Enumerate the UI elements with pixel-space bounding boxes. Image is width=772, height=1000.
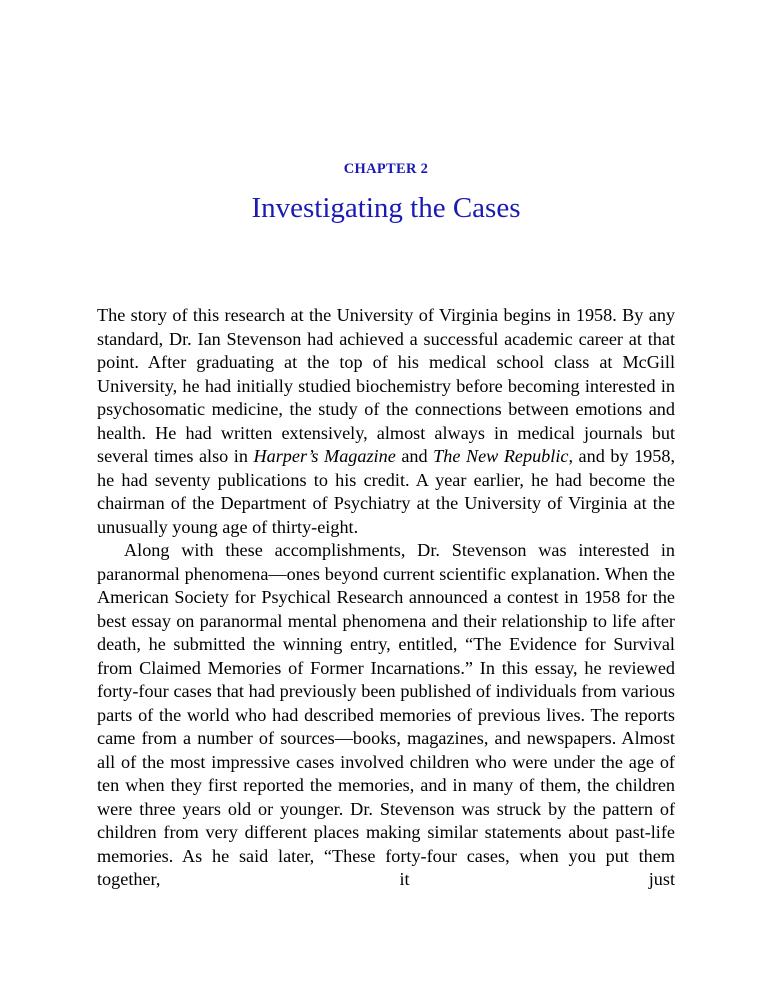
paragraph-1 xyxy=(97,304,675,539)
magazine-title-harpers: Harper’s Magazine xyxy=(253,446,396,466)
chapter-title: Investigating the Cases xyxy=(251,192,521,224)
magazine-title-new-republic: The New Republic, xyxy=(433,446,574,466)
paragraph-1-text-b: and xyxy=(395,446,434,466)
paragraph-1-text-a: The story of this research at the University of Virginia begins in 1958. By any standard, Dr. Ian Stevenson had achieved a successful academic career at that point. After graduating at the top of his medical school class at McGill University, he had initially studied biochemistry before becoming interested in psychosomatic medicine, the study of the connections between emotions and health. He had written extensively, almost always in medical journals but several times also in xyxy=(97,305,675,466)
paragraph-2: Along with these accomplishments, Dr. Stevenson was interested in paranormal phenomena—ones beyond current scientific explanation. When the American Society for Psychical Research announced a contest in 1958 for the best essay on paranormal mental phenomena and their relationship to life after death, he submitted the winning entry, entitled, “The Evidence for Survival from Claimed Memories of Former Incarnations.” In this essay, he reviewed forty-four cases that had previously been published of individuals from various parts of the world who had described memories of previous lives. The reports came from a number of sources—books, magazines, and newspapers. Almost all of the most impressive cases involved children who were under the age of ten when they first reported the memories, and in many of them, the children were three years old or younger. Dr. Stevenson was struck by the pattern of children from very different places making similar statements about past-life memories. As he said later, “These forty-four cases, when you put them together, it just xyxy=(97,540,675,889)
paragraph-1-text-c: and by 1958, he had seventy publications to his credit. A year earlier, he had become the chairman of the Department of Psychiatry at the University of Virginia at the unusually young age of thirty-eight. xyxy=(97,446,675,537)
chapter-label: CHAPTER 2 xyxy=(343,161,429,177)
chapter-body xyxy=(97,304,675,892)
